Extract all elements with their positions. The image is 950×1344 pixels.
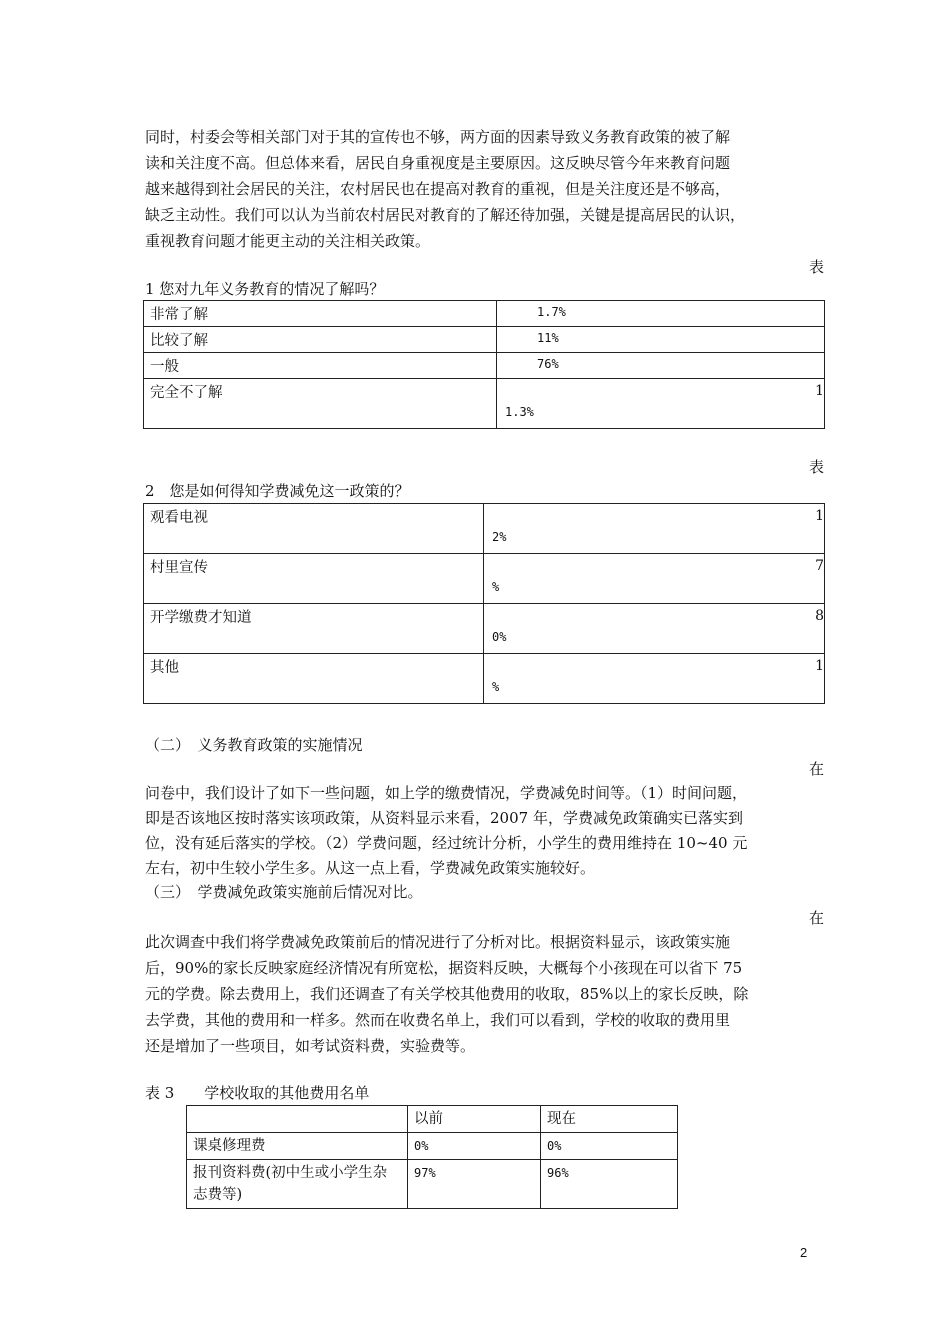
value-part-bottom: % <box>492 580 500 594</box>
value-part-bottom: 1.3% <box>505 405 534 419</box>
table-row <box>144 504 825 554</box>
section3-heading: （三） 学费减免政策实施前后情况对比。 <box>145 883 423 901</box>
text-line: 左右，初中生较小学生多。从这一点上看，学费减免政策实施较好。 <box>145 859 596 877</box>
value-part-top: 1 <box>815 508 824 524</box>
table2-caption: 2 您是如何得知学费减免这一政策的？ <box>145 482 410 500</box>
table-cell-label: 村里宣传 <box>144 554 484 604</box>
table-row <box>187 1160 678 1209</box>
table-row <box>144 327 825 353</box>
table-cell-label: 非常了解 <box>144 301 497 327</box>
table-cell-value <box>497 379 825 429</box>
text-line: 读和关注度不高。但总体来看，居民自身重视度是主要原因。这反映尽管今年来教育问题 <box>145 154 731 172</box>
table-cell-value: 76% <box>497 353 825 379</box>
text-line: 后，90%的家长反映家庭经济情况有所宽松，据资料反映，大概每个小孩现在可以省下 75 <box>145 959 743 977</box>
table-row <box>144 654 825 704</box>
table-cell-value <box>484 504 825 554</box>
table-cell-label: 其他 <box>144 654 484 704</box>
table-cell-value <box>484 554 825 604</box>
text-line: 越来越得到社会居民的关注，农村居民也在提高对教育的重视，但是关注度还是不够高， <box>145 180 731 198</box>
table-cell-label: 完全不了解 <box>144 379 497 429</box>
page-number: 2 <box>800 1245 808 1260</box>
text-line: 此次调查中我们将学费减免政策前后的情况进行了分析对比。根据资料显示，该政策实施 <box>145 933 731 951</box>
table1-label: 表 <box>808 258 824 276</box>
table-cell: 96% <box>541 1160 678 1209</box>
table-cell: 0% <box>541 1133 678 1160</box>
text-line: 还是增加了一些项目，如考试资料费，实验费等。 <box>145 1037 476 1055</box>
text-line: 即是否该地区按时落实该项政策，从资料显示来看，2007 年，学费减免政策确实已落实到 <box>145 809 743 827</box>
text-line: 位，没有延后落实的学校。（2）学费问题，经过统计分析，小学生的费用维持在 10~40 元 <box>145 834 748 852</box>
table-cell-label: 比较了解 <box>144 327 497 353</box>
value-part-bottom: % <box>492 680 500 694</box>
table-row <box>144 554 825 604</box>
table-row <box>144 301 825 327</box>
text-line: 重视教育问题才能更主动的关注相关政策。 <box>145 232 431 250</box>
table-row <box>144 353 825 379</box>
table-header-cell: 现在 <box>541 1106 678 1133</box>
table-cell: 课桌修理费 <box>187 1133 408 1160</box>
value-part-bottom: 2% <box>492 530 507 544</box>
table-cell: 0% <box>408 1133 541 1160</box>
table-row <box>187 1133 678 1160</box>
text-line: 问卷中，我们设计了如下一些问题，如上学的缴费情况，学费减免时间等。（1）时间问题， <box>145 784 748 802</box>
value-part-top: 1 <box>815 383 824 399</box>
value-part-bottom: 0% <box>492 630 507 644</box>
text-line: 同时，村委会等相关部门对于其的宣传也不够，两方面的因素导致义务教育政策的被了解 <box>145 128 731 146</box>
table-cell-value: 11% <box>497 327 825 353</box>
value-part-top: 7 <box>815 558 824 574</box>
table-header-cell: 以前 <box>408 1106 541 1133</box>
table-cell: 97% <box>408 1160 541 1209</box>
text-line: 缺乏主动性。我们可以认为当前农村居民对教育的了解还待加强，关键是提高居民的认识， <box>145 206 746 224</box>
table-3 <box>186 1105 678 1209</box>
table-1 <box>143 300 825 429</box>
table-row <box>144 379 825 429</box>
table-cell-label: 观看电视 <box>144 504 484 554</box>
value-part-top: 8 <box>815 608 824 624</box>
table-header-row <box>187 1106 678 1133</box>
table1-caption: 1 您对九年义务教育的情况了解吗？ <box>145 280 385 298</box>
section2-lead: 在 <box>808 760 824 778</box>
table-cell: 报刊资料费(初中生或小学生杂志费等) <box>187 1160 408 1209</box>
section2-heading: （二） 义务教育政策的实施情况 <box>145 736 363 754</box>
value-part-top: 1 <box>815 658 824 674</box>
table-cell-label: 一般 <box>144 353 497 379</box>
table-row <box>144 604 825 654</box>
table-header-cell <box>187 1106 408 1133</box>
text-line: 去学费，其他的费用和一样多。然而在收费名单上，我们可以看到，学校的收取的费用里 <box>145 1011 731 1029</box>
table-2 <box>143 503 825 704</box>
text-line: 元的学费。除去费用上，我们还调查了有关学校其他费用的收取，85%以上的家长反映，除 <box>145 985 749 1003</box>
table3-caption: 表 3 学校收取的其他费用名单 <box>145 1084 370 1102</box>
table-cell-label: 开学缴费才知道 <box>144 604 484 654</box>
table2-label: 表 <box>808 458 824 476</box>
table-cell-value <box>484 654 825 704</box>
table-cell-value: 1.7% <box>497 301 825 327</box>
table-cell-value <box>484 604 825 654</box>
section3-lead: 在 <box>808 909 824 927</box>
